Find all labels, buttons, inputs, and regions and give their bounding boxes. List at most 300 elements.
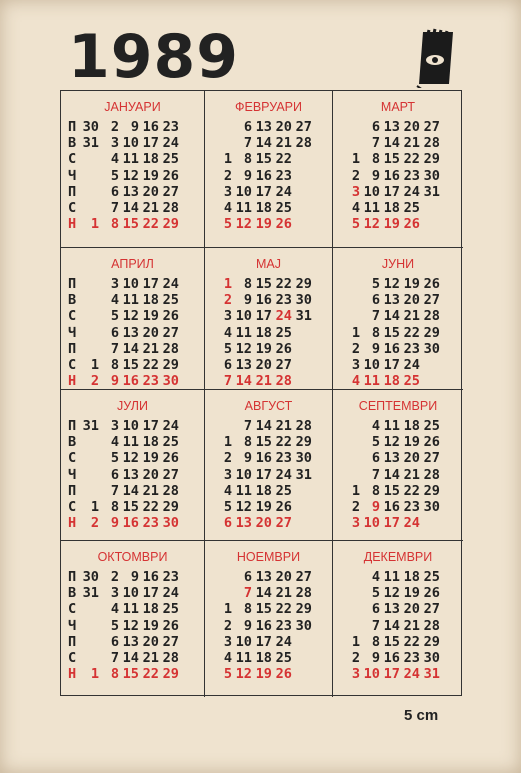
week-row <box>68 618 204 634</box>
day-cell: 18 <box>403 418 420 434</box>
week-row <box>214 585 332 601</box>
day-cell <box>81 325 99 341</box>
day-cell: 28 <box>295 418 312 434</box>
week-row <box>342 135 463 151</box>
day-cell: 2 <box>351 167 360 184</box>
week-row <box>342 168 463 184</box>
week-row <box>214 168 332 184</box>
day-cell: 31 <box>423 183 440 200</box>
day-cell: 13 <box>383 450 400 467</box>
month-10 <box>61 541 205 697</box>
day-cell: 17 <box>383 515 400 532</box>
week-row <box>68 184 204 200</box>
day-cell: 12 <box>235 216 252 233</box>
weekday-letter: П <box>68 569 77 585</box>
day-cell: 8 <box>243 434 252 451</box>
day-cell: 31 <box>82 418 99 434</box>
week-row <box>342 184 463 200</box>
day-cell: 14 <box>235 373 252 390</box>
publisher-logo-icon <box>415 28 457 88</box>
weekday-letter: С <box>68 649 77 666</box>
week-row <box>214 216 332 232</box>
day-cell: 4 <box>223 649 232 666</box>
day-cell: 16 <box>255 450 272 467</box>
week-row <box>342 483 463 499</box>
day-cell: 1 <box>223 276 232 292</box>
day-cell: 21 <box>403 466 420 483</box>
day-cell: 22 <box>142 216 159 233</box>
day-cell: 26 <box>275 216 292 233</box>
day-cell: 22 <box>142 356 159 373</box>
day-cell: 13 <box>255 569 272 585</box>
day-cell: 7 <box>110 340 119 357</box>
day-cell: 19 <box>255 498 272 515</box>
week-row <box>68 450 204 466</box>
week-row <box>68 569 204 585</box>
day-cell: 22 <box>275 276 292 292</box>
day-cell: 24 <box>403 666 420 683</box>
day-cell: 25 <box>403 373 420 390</box>
day-cell: 7 <box>243 585 252 602</box>
day-cell: 8 <box>371 482 380 499</box>
day-cell <box>81 184 99 200</box>
day-cell: 21 <box>403 135 420 152</box>
day-cell: 29 <box>295 434 312 451</box>
day-cell: 29 <box>295 276 312 292</box>
day-cell: 10 <box>363 356 380 373</box>
week-row <box>342 499 463 515</box>
day-cell: 27 <box>295 569 312 585</box>
day-cell: 6 <box>371 450 380 467</box>
day-cell: 23 <box>403 498 420 515</box>
week-row <box>68 168 204 184</box>
day-cell: 21 <box>275 585 292 602</box>
day-cell: 24 <box>162 585 179 602</box>
day-cell: 18 <box>255 649 272 666</box>
day-cell: 23 <box>142 373 159 390</box>
day-cell: 12 <box>383 434 400 451</box>
weekday-letter: Ч <box>68 617 77 634</box>
day-cell: 1 <box>90 498 99 515</box>
day-cell <box>81 450 99 466</box>
weekday-letter: Н <box>68 666 77 683</box>
day-cell: 15 <box>122 498 139 515</box>
day-cell <box>342 618 360 634</box>
day-cell: 16 <box>383 167 400 184</box>
day-cell: 8 <box>110 498 119 515</box>
day-cell: 14 <box>255 585 272 602</box>
day-cell: 19 <box>142 308 159 325</box>
week-row <box>68 151 204 167</box>
day-cell: 30 <box>423 498 440 515</box>
month-8 <box>205 390 333 541</box>
week-row <box>214 373 332 389</box>
month-name: ФЕВРУАРИ <box>234 100 302 114</box>
day-cell: 15 <box>383 324 400 341</box>
day-cell: 30 <box>82 569 99 585</box>
week-row <box>342 119 463 135</box>
day-cell: 1 <box>351 324 360 341</box>
day-cell: 18 <box>255 482 272 499</box>
day-cell: 25 <box>423 418 440 434</box>
day-cell: 15 <box>383 633 400 650</box>
weekday-letter: Н <box>68 216 77 233</box>
weekday-letter: В <box>68 135 77 152</box>
day-cell: 4 <box>371 569 380 585</box>
day-cell: 1 <box>351 482 360 499</box>
week-row <box>342 200 463 216</box>
day-cell: 14 <box>122 649 139 666</box>
weekday-letter: Ч <box>68 466 77 483</box>
day-cell: 21 <box>403 308 420 325</box>
day-cell <box>81 434 99 450</box>
day-cell <box>81 467 99 483</box>
day-cell: 6 <box>223 515 232 532</box>
year-title: 1989 <box>68 22 239 92</box>
day-cell: 3 <box>110 585 119 602</box>
day-cell: 17 <box>383 183 400 200</box>
day-cell: 21 <box>403 617 420 634</box>
day-cell: 24 <box>275 466 292 483</box>
week-row <box>68 483 204 499</box>
week-row <box>214 308 332 324</box>
day-cell: 13 <box>122 324 139 341</box>
month-4 <box>61 248 205 390</box>
week-row <box>214 569 332 585</box>
month-name: ЈУЛИ <box>117 399 148 413</box>
week-row <box>68 276 204 292</box>
day-cell: 17 <box>255 183 272 200</box>
week-row <box>68 292 204 308</box>
day-cell: 14 <box>122 482 139 499</box>
day-cell: 2 <box>90 373 99 390</box>
week-row <box>214 184 332 200</box>
day-cell: 3 <box>223 183 232 200</box>
day-cell: 4 <box>223 324 232 341</box>
day-cell: 17 <box>255 308 272 325</box>
day-cell: 12 <box>122 167 139 184</box>
day-cell: 22 <box>403 482 420 499</box>
day-cell <box>342 276 360 292</box>
week-row <box>214 357 332 373</box>
day-cell: 30 <box>162 515 179 532</box>
week-row <box>342 467 463 483</box>
day-cell: 9 <box>110 515 119 532</box>
week-row <box>214 341 332 357</box>
day-cell <box>342 467 360 483</box>
day-cell: 9 <box>110 373 119 390</box>
day-cell: 23 <box>403 649 420 666</box>
day-cell: 28 <box>275 373 292 390</box>
day-cell: 21 <box>142 340 159 357</box>
day-cell: 27 <box>162 466 179 483</box>
day-cell: 7 <box>371 308 380 325</box>
day-cell: 6 <box>243 569 252 585</box>
day-cell: 3 <box>110 276 119 292</box>
day-cell: 17 <box>142 585 159 602</box>
day-cell: 7 <box>110 199 119 216</box>
day-cell: 29 <box>423 324 440 341</box>
day-cell: 6 <box>371 292 380 309</box>
day-cell: 6 <box>243 119 252 135</box>
week-row <box>342 569 463 585</box>
day-cell: 1 <box>223 601 232 618</box>
week-row <box>342 601 463 617</box>
week-row <box>68 325 204 341</box>
day-cell: 4 <box>351 199 360 216</box>
day-cell: 4 <box>371 418 380 434</box>
day-cell <box>420 200 440 216</box>
day-cell: 20 <box>142 183 159 200</box>
day-cell: 19 <box>255 666 272 683</box>
day-cell: 25 <box>162 292 179 309</box>
day-cell: 26 <box>423 276 440 292</box>
day-cell <box>214 585 232 601</box>
scale-label: 5 cm <box>404 707 439 724</box>
day-cell: 9 <box>243 450 252 467</box>
day-cell: 17 <box>383 666 400 683</box>
day-cell: 5 <box>223 340 232 357</box>
day-cell: 14 <box>383 617 400 634</box>
week-row <box>342 434 463 450</box>
day-cell: 16 <box>383 649 400 666</box>
day-cell: 23 <box>162 569 179 585</box>
day-cell <box>292 666 312 682</box>
month-6 <box>333 248 463 390</box>
day-cell: 8 <box>110 216 119 233</box>
day-cell <box>342 119 360 135</box>
day-cell: 22 <box>275 601 292 618</box>
day-cell: 9 <box>130 569 139 585</box>
weekday-letter: П <box>68 418 77 434</box>
day-cell: 13 <box>122 466 139 483</box>
day-cell: 20 <box>403 450 420 467</box>
month-name: МАРТ <box>380 100 416 114</box>
day-cell: 25 <box>275 199 292 216</box>
day-cell: 31 <box>82 135 99 152</box>
day-cell: 25 <box>275 324 292 341</box>
day-cell <box>342 418 360 434</box>
day-cell: 30 <box>423 649 440 666</box>
day-cell: 27 <box>423 601 440 618</box>
day-cell: 10 <box>235 633 252 650</box>
day-cell: 2 <box>351 340 360 357</box>
day-cell <box>81 650 99 666</box>
week-row <box>68 135 204 151</box>
weekday-letter: С <box>68 498 77 515</box>
day-cell <box>292 200 312 216</box>
day-cell: 26 <box>275 666 292 683</box>
week-row <box>68 418 204 434</box>
day-cell: 17 <box>383 356 400 373</box>
day-cell: 24 <box>403 515 420 532</box>
week-row <box>214 325 332 341</box>
day-cell <box>342 135 360 151</box>
weekday-letter: С <box>68 356 77 373</box>
day-cell: 23 <box>275 167 292 184</box>
day-cell: 10 <box>235 183 252 200</box>
day-cell: 5 <box>223 216 232 233</box>
day-cell: 10 <box>363 183 380 200</box>
day-cell: 3 <box>223 633 232 650</box>
day-cell: 16 <box>122 373 139 390</box>
month-name: АПРИЛ <box>111 257 154 271</box>
day-cell: 9 <box>371 649 380 666</box>
day-cell: 26 <box>403 216 420 233</box>
day-cell: 20 <box>275 119 292 135</box>
day-cell <box>342 450 360 466</box>
day-cell: 19 <box>255 216 272 233</box>
day-cell: 29 <box>162 666 179 683</box>
day-cell: 24 <box>162 135 179 152</box>
day-cell: 28 <box>423 308 440 325</box>
month-11 <box>205 541 333 697</box>
day-cell: 30 <box>295 617 312 634</box>
day-cell: 22 <box>403 151 420 168</box>
day-cell: 27 <box>162 183 179 200</box>
weekday-letter: П <box>68 119 77 135</box>
day-cell: 22 <box>142 498 159 515</box>
day-cell: 14 <box>383 135 400 152</box>
day-cell: 24 <box>403 183 420 200</box>
day-cell: 29 <box>162 498 179 515</box>
day-cell: 3 <box>223 466 232 483</box>
day-cell: 31 <box>295 308 312 325</box>
week-row <box>214 434 332 450</box>
day-cell: 26 <box>162 308 179 325</box>
day-cell: 11 <box>363 373 380 390</box>
day-cell <box>342 308 360 324</box>
day-cell <box>292 483 312 499</box>
day-cell: 11 <box>363 199 380 216</box>
week-row <box>214 515 332 531</box>
weekday-letter: П <box>68 183 77 200</box>
day-cell: 28 <box>162 340 179 357</box>
day-cell: 12 <box>383 276 400 292</box>
week-row <box>342 308 463 324</box>
month-name: ОКТОМВРИ <box>97 550 168 564</box>
day-cell: 27 <box>423 292 440 309</box>
day-cell: 19 <box>142 617 159 634</box>
day-cell: 12 <box>235 666 252 683</box>
month-1 <box>61 91 205 248</box>
day-cell: 11 <box>122 434 139 451</box>
day-cell: 25 <box>162 151 179 168</box>
day-cell: 21 <box>142 482 159 499</box>
day-cell: 26 <box>275 498 292 515</box>
day-cell: 21 <box>142 649 159 666</box>
day-cell: 16 <box>383 340 400 357</box>
day-cell: 9 <box>243 617 252 634</box>
weekday-letter: С <box>68 151 77 168</box>
day-cell <box>214 418 232 434</box>
day-cell: 24 <box>275 308 292 325</box>
day-cell: 6 <box>371 601 380 618</box>
day-cell: 12 <box>122 450 139 467</box>
day-cell <box>81 292 99 308</box>
day-cell: 16 <box>255 167 272 184</box>
day-cell: 26 <box>275 340 292 357</box>
day-cell: 4 <box>223 199 232 216</box>
week-row <box>68 357 204 373</box>
day-cell <box>81 151 99 167</box>
day-cell: 9 <box>243 292 252 309</box>
weekday-letter: С <box>68 199 77 216</box>
day-cell: 17 <box>255 466 272 483</box>
day-cell: 20 <box>403 601 420 618</box>
day-cell: 10 <box>235 466 252 483</box>
week-row <box>68 499 204 515</box>
day-cell: 19 <box>403 276 420 292</box>
day-cell: 6 <box>110 466 119 483</box>
month-name: ЈУНИ <box>381 257 415 271</box>
day-cell <box>342 569 360 585</box>
day-cell: 6 <box>371 119 380 135</box>
day-cell: 14 <box>255 135 272 152</box>
weekday-letter: С <box>68 308 77 325</box>
week-row <box>342 216 463 232</box>
day-cell: 19 <box>383 216 400 233</box>
day-cell <box>81 308 99 324</box>
day-cell: 15 <box>255 601 272 618</box>
day-cell: 31 <box>423 666 440 683</box>
day-cell: 21 <box>275 135 292 152</box>
day-cell: 19 <box>403 585 420 602</box>
day-cell: 27 <box>162 324 179 341</box>
day-cell: 28 <box>162 199 179 216</box>
week-row <box>68 216 204 232</box>
day-cell: 5 <box>351 216 360 233</box>
day-cell: 16 <box>142 569 159 585</box>
weekday-letter: П <box>68 340 77 357</box>
day-cell: 29 <box>423 482 440 499</box>
day-cell: 15 <box>255 151 272 168</box>
week-row <box>214 151 332 167</box>
day-cell: 17 <box>255 633 272 650</box>
day-cell: 21 <box>255 373 272 390</box>
day-cell: 4 <box>110 434 119 451</box>
months-grid <box>60 90 462 696</box>
day-cell: 22 <box>403 633 420 650</box>
day-cell: 14 <box>122 340 139 357</box>
day-cell: 28 <box>295 585 312 602</box>
day-cell: 12 <box>235 340 252 357</box>
weekday-letter: Н <box>68 515 77 532</box>
day-cell <box>420 357 440 373</box>
week-row <box>342 515 463 531</box>
day-cell: 24 <box>403 356 420 373</box>
day-cell: 5 <box>371 276 380 292</box>
weekday-letter: С <box>68 450 77 467</box>
month-3 <box>333 91 463 248</box>
week-row <box>342 151 463 167</box>
day-cell: 23 <box>403 167 420 184</box>
day-cell: 24 <box>275 633 292 650</box>
day-cell: 4 <box>110 151 119 168</box>
day-cell: 19 <box>142 450 159 467</box>
day-cell: 27 <box>162 633 179 650</box>
day-cell: 15 <box>255 276 272 292</box>
day-cell: 1 <box>351 633 360 650</box>
day-cell: 2 <box>110 119 119 135</box>
day-cell <box>292 325 312 341</box>
day-cell: 11 <box>383 418 400 434</box>
week-row <box>68 634 204 650</box>
day-cell: 24 <box>162 418 179 434</box>
day-cell: 10 <box>122 276 139 292</box>
day-cell: 8 <box>371 324 380 341</box>
day-cell: 18 <box>255 199 272 216</box>
